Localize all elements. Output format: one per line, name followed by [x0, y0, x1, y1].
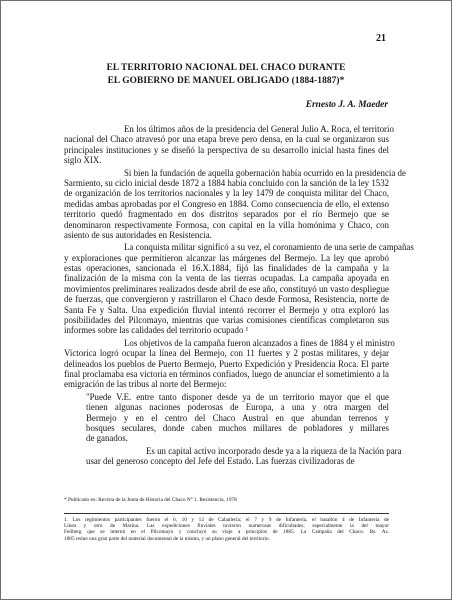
- footnote-line: Feilberg que se internó en el Pilcomayo y concluyó su viaje a principios de 1885. La Campaña del Chaco. Bs. As.: [64, 529, 389, 536]
- author-name: Ernesto J. A. Maeder: [305, 100, 388, 110]
- article-title: [0, 62, 452, 88]
- footnote-1: [64, 517, 389, 542]
- text-line: informes sobre las calidades del territorio ocupado ¹: [64, 325, 249, 336]
- text-line: estas operaciones, sancionada el 16.X.1884, fijó las finalidades de la campaña y la: [64, 263, 389, 274]
- text-line: medidas ambas aprobadas por el Congreso en 1884. Como consecuencia de ello, el extenso: [64, 198, 389, 209]
- text-line: de ganados.: [86, 433, 128, 444]
- text-line: Victorica logró ocupar la línea del Bermejo, con 11 fuertes y 2 postas militares, y dejar: [64, 348, 389, 359]
- article-body: [64, 124, 414, 469]
- text-line: En los últimos años de la presidencia del General Julio A. Roca, el territorio: [124, 124, 394, 134]
- footnote-line: Línea y otro de Marina. Las expediciones fluviales tuvieron numerosas dificultades, especialmente la del mayor: [64, 523, 389, 530]
- text-line: territorio quedó fragmentado en dos distritos separados por el río Bermejo que se: [64, 209, 389, 220]
- text-line: Bermejo y en el centro del Chaco Austral en que abundan terrenos y: [86, 412, 389, 423]
- text-line: denominaron respectivamente Formosa, con capital en la villa homónima y Chaco, con: [64, 219, 389, 230]
- footnote-line: * Publicado en: Revista de la Junta de Historia del Chaco N° 1. Resistencia, 1978: [64, 497, 237, 503]
- text-line: La conquista militar significó a su vez, el coronamiento de una serie de campañas: [124, 242, 414, 253]
- footnote-line: 1. Los regimientos participantes fueron el 6, 10 y 12 de Caballería; el 7 y 9 de Infantería, el batallón 4 de Infantería de: [64, 517, 389, 523]
- text-line: movimientos preliminares realizados desde abril de ese año, constituyó un vasto despliegue: [64, 283, 389, 294]
- text-line: de fuerzas, que convergieron y rastrillaron el Chaco desde Formosa, Resistencia, norte de: [64, 294, 389, 305]
- footnote-line: 1885 reúne una gran parte del material documental de la misma, y un plano general del territorio.: [64, 535, 270, 542]
- footnote-asterisk: [64, 497, 389, 503]
- text-line: Es un capital activo incorporado desde ya a la riqueza de la Nación para: [146, 445, 402, 456]
- text-line: emigración de las tribus al norte del Bermejo:: [64, 379, 227, 390]
- text-line: Sarmiento, su ciclo inicial desde 1872 a 1884 había concluido con la sanción de la ley 1532: [64, 177, 390, 188]
- text-line: Santa Fe y Salta. Una expedición fluvial intentó recorrer el Bermejo y otra exploró las: [64, 304, 389, 315]
- text-line: nacional del Chaco atravesó por una etapa breve pero densa, en la cual se organizaron sus: [64, 134, 389, 145]
- paragraph: [64, 337, 395, 390]
- text-line: final proclamaba esa victoria en términos confiados, luego de anunciar el sometimiento a la: [64, 368, 389, 379]
- paragraph: [64, 242, 414, 336]
- text-line: asiento de sus autoridades en Resistencia.: [64, 229, 212, 240]
- text-line: de organización de los territorios nacionales y la ley 1479 de conquista militar del Chaco,: [64, 188, 389, 199]
- text-line: y exploraciones que permitieron alcanzar las márgenes del Bermejo. La ley que aprobó: [64, 252, 389, 263]
- text-line: siglo XIX.: [64, 155, 102, 166]
- text-line: Si bien la fundación de aquella gobernación había ocurrido en la presidencia de: [124, 167, 406, 178]
- footnote-rule: [64, 513, 389, 514]
- text-line: bosques seculares, donde caben muchos millares de pobladores y millares: [86, 422, 389, 433]
- page-number: 21: [376, 33, 386, 44]
- text-line: principales instituciones y se diseñó la perspectiva de su desarrollo inicial hasta fines del: [64, 144, 389, 155]
- text-line: "Puede V.E. entre tanto disponer desde ya de un territorio mayor que el que: [86, 391, 389, 402]
- text-line: finalización de la misma con la venta de las tierras ocupadas. La campaña apoyada en: [64, 273, 389, 284]
- block-quote: [64, 445, 402, 467]
- text-line: usar del generoso concepto del Jefe del Estado. Las fuerzas civilizadoras de: [86, 456, 355, 467]
- text-line: posibilidades del Pilcomayo, mientras que varias comisiones científicas completaron sus: [64, 315, 389, 326]
- title-line: EL GOBIERNO DE MANUEL OBLIGADO (1884-1887)*: [107, 76, 345, 86]
- paragraph: [64, 167, 406, 241]
- title-line: EL TERRITORIO NACIONAL DEL CHACO DURANTE: [106, 63, 346, 73]
- block-quote: [64, 392, 389, 444]
- text-line: tienen algunas naciones poderosas de Europa, a una y otra margen del: [86, 402, 389, 413]
- paragraph-gap: [64, 467, 389, 469]
- text-line: Los objetivos de la campaña fueron alcanzados a fines de 1884 y el ministro: [124, 337, 395, 348]
- paragraph: [64, 124, 394, 166]
- text-line: delineados los pueblos de Puerto Bermejo, Puerto Expedición y Presidencia Roca. El parte: [64, 358, 389, 369]
